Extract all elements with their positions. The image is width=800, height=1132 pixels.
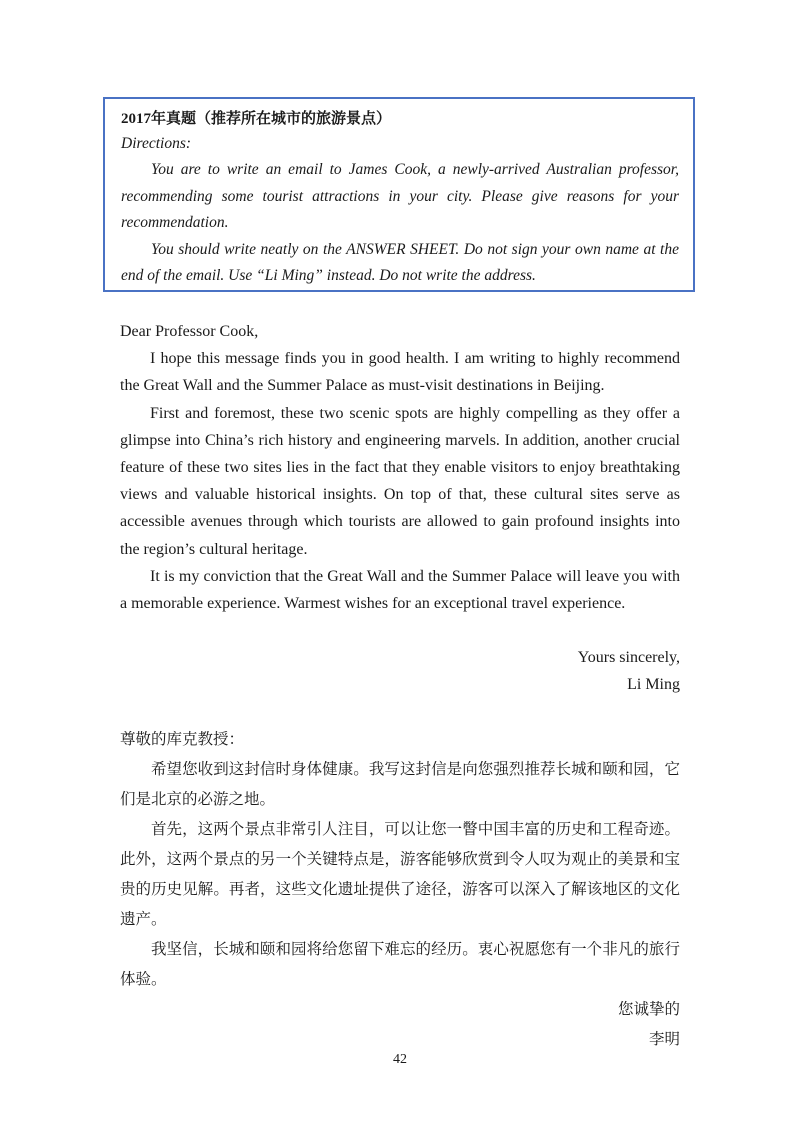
chinese-paragraph-2: 首先，这两个景点非常引人注目，可以让您一瞥中国丰富的历史和工程奇迹。此外，这两个景点的另一个关键特点是，游客能够欣赏到令人叹为观止的美景和宝贵的历史见解。再者，这些文化遗址提供了途径，游客可以深入了解该地区的文化遗产。	[120, 820, 680, 928]
directions-paragraph-1: You are to write an email to James Cook, a newly-arrived Australian professor, recommending some tourist attractions in your city. Please give reasons for your recommendation.	[121, 161, 679, 231]
directions-label: Directions:	[121, 135, 192, 152]
directions-box	[103, 97, 695, 292]
english-signature: Li Ming	[627, 676, 680, 694]
chinese-signature: 李明	[648, 1030, 680, 1048]
english-paragraph-1: I hope this message finds you in good health. I am writing to highly recommend the Great Wall and the Summer Palace as must-visit destinations in Beijing.	[120, 350, 680, 395]
english-paragraph-2: First and foremost, these two scenic spots are highly compelling as they offer a glimpse into China’s rich history and engineering marvels. In addition, another crucial feature of these two sites lies in the fact that they enable visitors to enjoy breathtaking views and valuable historical insights. On top of that, these cultural sites serve as accessible avenues through which tourists are allowed to gain profound insights into the region’s cultural heritage.	[120, 404, 680, 558]
chinese-closing: 您诚挚的	[617, 1000, 680, 1018]
page-number: 42	[393, 1052, 407, 1067]
english-closing: Yours sincerely,	[577, 649, 680, 667]
directions-paragraph-2: You should write neatly on the ANSWER SHEET. Do not sign your own name at the end of the email. Use “Li Ming” instead. Do not write the address.	[121, 240, 679, 284]
chinese-paragraph-3: 我坚信，长城和颐和园将给您留下难忘的经历。衷心祝愿您有一个非凡的旅行体验。	[120, 940, 680, 988]
english-paragraph-3: It is my conviction that the Great Wall and the Summer Palace will leave you with a memorable experience. Warmest wishes for an exceptional travel experience.	[120, 567, 680, 613]
chinese-paragraph-1: 希望您收到这封信时身体健康。我写这封信是向您强烈推荐长城和颐和园，它们是北京的必游之地。	[120, 760, 680, 808]
exam-title: 2017年真题（推荐所在城市的旅游景点）	[121, 111, 392, 127]
english-salutation: Dear Professor Cook,	[120, 323, 259, 340]
english-letter	[120, 318, 680, 699]
chinese-salutation: 尊敬的库克教授：	[120, 730, 245, 748]
chinese-letter	[120, 724, 680, 1054]
